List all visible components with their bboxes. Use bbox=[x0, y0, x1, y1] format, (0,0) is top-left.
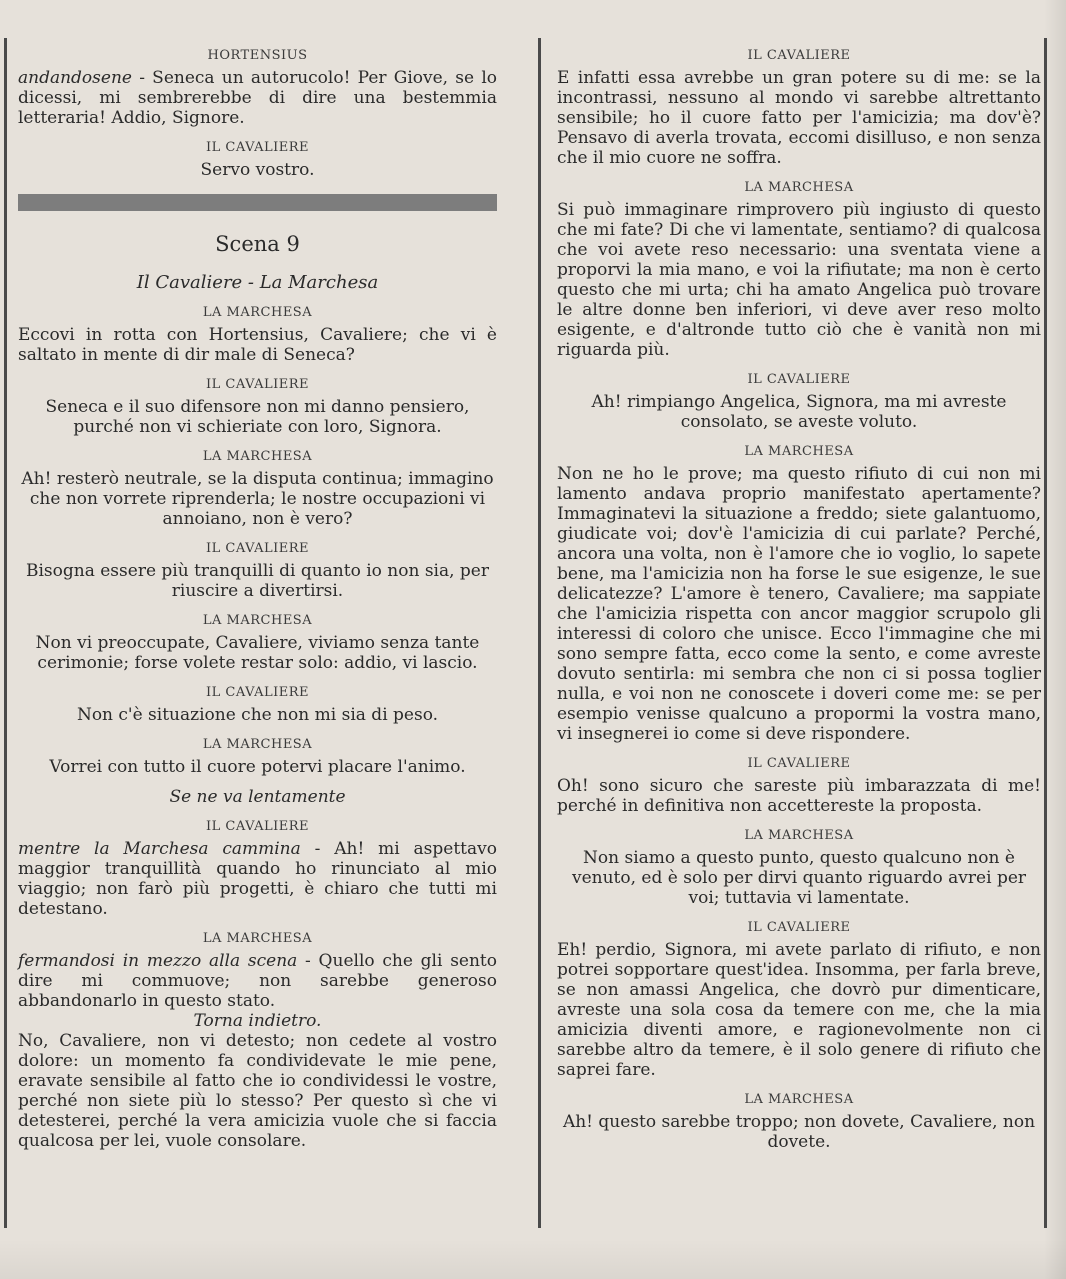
speaker-label: IL CAVALIERE bbox=[205, 541, 310, 556]
dialogue-line bbox=[18, 951, 497, 1011]
page-edge-shadow bbox=[1044, 0, 1066, 1279]
right-margin-rule bbox=[1044, 38, 1047, 1228]
section-divider bbox=[18, 194, 497, 211]
speaker-label: LA MARCHESA bbox=[202, 305, 313, 320]
speaker-label: IL CAVALIERE bbox=[205, 140, 310, 155]
right-column bbox=[557, 46, 1041, 1162]
speaker-label: HORTENSIUS bbox=[207, 48, 308, 63]
dialogue-text: - Quello che gli sento dire mi commuove; non sarebbe generoso abbandonarlo in questo stato. bbox=[18, 951, 498, 1011]
dialogue-line: Non ne ho le prove; ma questo rifiuto di cui non mi lamento andava proprio manifestato apertamente? Immaginatevi la situazione a freddo; siete galantuomo, giudicate voi; dov'è l'amicizia di cui parlate? Perché, ancora una volta, non è l'amore che io voglio, lo sapete bene, ma l'amicizia non ha forse le sue esigenze, le sue delicatezze? L'amore è tenero, Cavaliere; ma sappiate che l'amicizia rispetta con ancor maggior scrupolo gli interessi di coloro che unisce. Ecco l'immagine che mi sono sempre fatta, ecco come la sento, e come avreste dovuto sentirla: mi sembra che non ci si possa toglier nulla, e voi non ne conoscete i doveri come me: se per esempio venisse qualcuno a propormi la vostra mano, vi insegnerei io come si deve rispondere. bbox=[557, 464, 1041, 744]
dialogue-line bbox=[18, 68, 497, 128]
dialogue-line: Seneca e il suo difensore non mi danno pensiero, purché non vi schieriate con loro, Signora. bbox=[45, 397, 470, 437]
dialogue-line: Non siamo a questo punto, questo qualcuno non è venuto, ed è solo per dirvi quanto riguardo avrei per voi; tuttavia vi lamentate. bbox=[571, 848, 1027, 908]
dialogue-line: Vorrei con tutto il cuore potervi placare l'animo. bbox=[49, 757, 466, 777]
dialogue-line: Ah! resterò neutrale, se la disputa continua; immagino che non vorrete riprenderla; le nostre occupazioni vi annoiano, non è vero? bbox=[21, 469, 494, 529]
dialogue-line: Eh! perdio, Signora, mi avete parlato di rifiuto, e non potrei sopportare quest'idea. Insomma, per farla breve, se non amassi Angelica, che dovrò pur dimenticare, avreste una sola cosa da temere con me, che la mia amicizia diventi amore, e ragionevolmente non ci sarebbe altro da temere, è il solo genere di rifiuto che saprei fare. bbox=[557, 940, 1041, 1080]
stage-direction: mentre la Marchesa cammina bbox=[18, 839, 301, 859]
speaker-label: LA MARCHESA bbox=[202, 449, 313, 464]
page-bottom-shadow bbox=[0, 1239, 1066, 1279]
left-column bbox=[18, 46, 497, 1161]
speaker-label: IL CAVALIERE bbox=[205, 819, 310, 834]
dialogue-line: Servo vostro. bbox=[200, 160, 315, 180]
dialogue-line: No, Cavaliere, non vi detesto; non cedete al vostro dolore: un momento fa condividevate le mie pene, eravate sensibile al fatto che io condividessi le vostre, perché non siete più lo stesso? Per questo sì che vi detesterei, perché la vera amicizia vuole che si faccia qualcosa per lei, vuole consolare. bbox=[18, 1031, 497, 1151]
dialogue-line: Non vi preoccupate, Cavaliere, viviamo senza tante cerimonie; forse volete restar solo: addio, vi lascio. bbox=[35, 633, 480, 673]
dialogue-line: Non c'è situazione che non mi sia di peso. bbox=[76, 705, 439, 725]
speaker-label: LA MARCHESA bbox=[744, 444, 854, 459]
speaker-label: IL CAVALIERE bbox=[747, 756, 851, 771]
dialogue-text: - Ah! mi aspettavo maggior tranquillità quando ho rinunciato al mio viaggio; non farò più progetti, è chiaro che tutti mi detestano. bbox=[18, 839, 497, 919]
speaker-label: IL CAVALIERE bbox=[747, 48, 851, 63]
scene-title: Scena 9 bbox=[215, 232, 300, 256]
dialogue-line: Ah! rimpiango Angelica, Signora, ma mi avreste consolato, se aveste voluto. bbox=[591, 392, 1007, 432]
dialogue-line: Oh! sono sicuro che sareste più imbarazzata di me! perché in definitiva non accettereste la proposta. bbox=[557, 776, 1041, 816]
dialogue-text: - Seneca un autorucolo! Per Giove, se lo dicessi, mi sembrerebbe di dire una bestemmia letteraria! Addio, Signore. bbox=[18, 68, 497, 128]
speaker-label: IL CAVALIERE bbox=[747, 920, 851, 935]
speaker-label: LA MARCHESA bbox=[744, 180, 854, 195]
dialogue-line: Ah! questo sarebbe troppo; non dovete, Cavaliere, non dovete. bbox=[562, 1112, 1036, 1152]
stage-direction: Se ne va lentamente bbox=[169, 787, 346, 807]
scene-characters: Il Cavaliere - La Marchesa bbox=[136, 272, 379, 293]
center-rule bbox=[538, 38, 541, 1228]
speaker-label: LA MARCHESA bbox=[202, 737, 313, 752]
speaker-label: IL CAVALIERE bbox=[205, 685, 310, 700]
dialogue-line: E infatti essa avrebbe un gran potere su di me: se la incontrassi, nessuno al mondo vi sarebbe altrettanto sensibile; ho il cuore fatto per l'amicizia; ma dov'è? Pensavo di averla trovata, eccomi disilluso, e non senza che il mio cuore ne soffra. bbox=[557, 68, 1041, 168]
dialogue-line bbox=[18, 839, 497, 919]
left-margin-rule bbox=[4, 38, 7, 1228]
speaker-label: IL CAVALIERE bbox=[205, 377, 310, 392]
speaker-label: LA MARCHESA bbox=[202, 613, 313, 628]
dialogue-line: Si può immaginare rimprovero più ingiusto di questo che mi fate? Di che vi lamentate, sentiamo? di qualcosa che voi avete reso necessario: una sventata viene a proporvi la mia mano, e voi la rifiutate; ma non è certo questo che mi urta; chi ha amato Angelica può trovare le altre donne ben inferiori, vi deve aver reso molto esigente, e d'altronde tutto ciò che è vanità non mi riguarda più. bbox=[557, 200, 1041, 360]
stage-direction: andandosene bbox=[18, 68, 132, 88]
speaker-label: LA MARCHESA bbox=[202, 931, 313, 946]
stage-direction: fermandosi in mezzo alla scena bbox=[18, 951, 298, 971]
speaker-label: LA MARCHESA bbox=[744, 1092, 854, 1107]
speaker-label: IL CAVALIERE bbox=[747, 372, 851, 387]
dialogue-line: Bisogna essere più tranquilli di quanto io non sia, per riuscire a divertirsi. bbox=[25, 561, 489, 601]
speaker-label: LA MARCHESA bbox=[744, 828, 854, 843]
dialogue-line: Eccovi in rotta con Hortensius, Cavaliere; che vi è saltato in mente di dir male di Seneca? bbox=[18, 325, 497, 365]
stage-direction: Torna indietro. bbox=[193, 1011, 322, 1031]
